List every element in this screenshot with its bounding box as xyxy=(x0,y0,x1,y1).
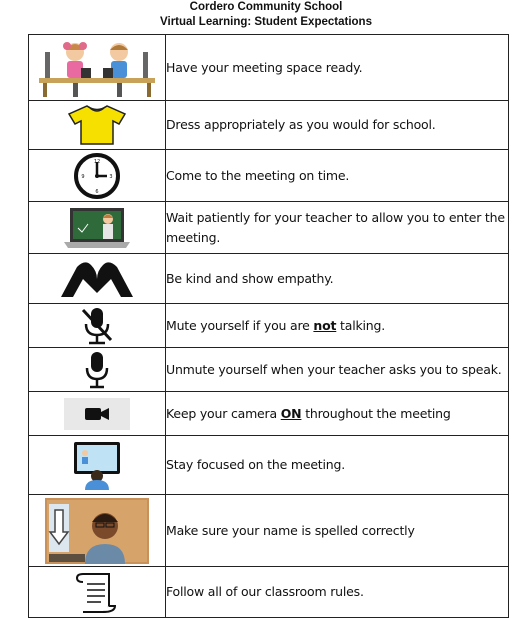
table-row xyxy=(29,35,509,101)
emphasis-text: not xyxy=(313,317,337,333)
expectation-text: Dress appropriately as you would for school. xyxy=(166,101,509,150)
svg-text:9: 9 xyxy=(81,173,85,180)
icon-cell xyxy=(29,35,166,101)
expectation-text: Have your meeting space ready. xyxy=(166,35,509,101)
muted-microphone-icon xyxy=(80,306,114,346)
teacher-on-laptop-icon xyxy=(62,206,132,250)
table-row xyxy=(29,304,509,348)
expectation-text: Follow all of our classroom rules. xyxy=(166,567,509,618)
students-at-computers-icon xyxy=(37,38,157,98)
table-row xyxy=(29,202,509,254)
document-subtitle: Virtual Learning: Student Expectations xyxy=(160,16,372,28)
expectation-text: Mute yourself if you are not talking. xyxy=(166,304,509,348)
video-participant-name-icon xyxy=(45,498,149,564)
scroll-rules-icon xyxy=(75,570,119,614)
table-row xyxy=(29,495,509,567)
document-header xyxy=(0,0,532,30)
table-row xyxy=(29,436,509,495)
svg-text:3: 3 xyxy=(109,173,113,180)
icon-cell xyxy=(29,101,166,150)
expectation-text: Wait patiently for your teacher to allow you to enter the meeting. xyxy=(166,202,509,254)
icon-cell xyxy=(29,202,166,254)
table-row xyxy=(29,101,509,150)
icon-cell xyxy=(29,348,166,392)
student-at-monitor-icon xyxy=(68,440,126,490)
svg-text:12: 12 xyxy=(93,158,101,165)
expectation-text: Be kind and show empathy. xyxy=(166,254,509,304)
expectation-text: Make sure your name is spelled correctly xyxy=(166,495,509,567)
yellow-tshirt-icon xyxy=(67,104,127,146)
expectation-text: Come to the meeting on time. xyxy=(166,150,509,202)
table-row xyxy=(29,348,509,392)
icon-cell xyxy=(29,254,166,304)
table-row xyxy=(29,392,509,436)
icon-cell xyxy=(29,567,166,618)
expectation-text: Unmute yourself when your teacher asks you to speak. xyxy=(166,348,509,392)
icon-cell xyxy=(29,304,166,348)
expectations-table xyxy=(28,34,509,618)
icon-cell xyxy=(29,495,166,567)
table-row xyxy=(29,150,509,202)
table-row xyxy=(29,567,509,618)
icon-cell xyxy=(29,436,166,495)
icon-cell xyxy=(29,150,166,202)
svg-text:6: 6 xyxy=(95,188,99,195)
microphone-icon xyxy=(85,350,109,390)
school-name: Cordero Community School xyxy=(189,1,343,13)
expectation-text: Keep your camera ON throughout the meeting xyxy=(166,392,509,436)
emphasis-text: ON xyxy=(280,405,302,421)
video-camera-icon xyxy=(64,398,130,430)
icon-cell xyxy=(29,392,166,436)
table-row xyxy=(29,254,509,304)
expectation-text: Stay focused on the meeting. xyxy=(166,436,509,495)
heart-hands-icon xyxy=(59,259,135,299)
clock-icon xyxy=(74,153,120,199)
